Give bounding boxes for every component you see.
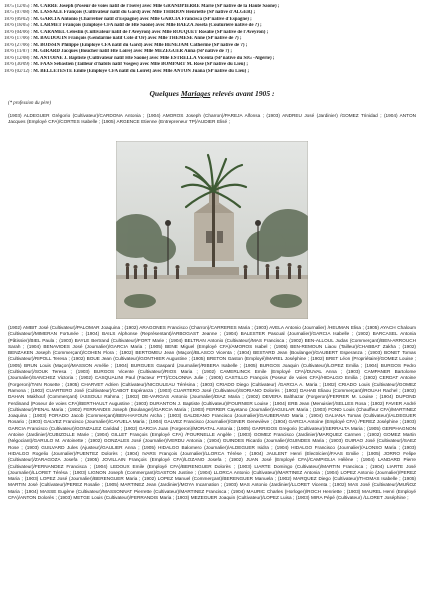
paragraph-bottom: (1902) AMBIT José (Cultivateur)/PALOMAR Joaquina ; (1902) ARAGONES Francisco (Charron)/CARRERES Maria ; (1903) AVELA Antonio (Journalier) /HEUMAN Elisa ; (1905) AYACH Chaloum (Cultivateur)/MIMERAN Fortunée ; (1904) BAILS Alphonse (Représentant)/ARBOGAST Jeanne ; (1904) BALESTER Pascual (Journalier)/GARCIA Isabelle ; (1902) BARCASEL Antonia (Pâtissier)/BIEL Paula ; (1903) BAYLE Bertrand (Cultivateur)/FORT Marie ; (1904) BELTRAN Antonio (Cultivateur)/MAS Francisca ; (1902) BEN-ALLOUL Judas (Commerçant)/BEN-ARROUCH Sarah ; (1904) BENAVIDES José (Journalier)/GARCIA Maria ; (1905) BENE Miguel (Employé CFA)/AMOROS Isabel ; (1905) BEN-REMOUN Liaou (Tailleur)/CHABBAT Zakha ; (1902) BENZAKEN Joseph (Commerçant)/COHEN Flora ; (1902) BERTOMEU Jean (Maçon)/BLASCO Vicenta ; (1904) BESTARD Jean (Boulanger)/GAUBERT Esperanza ; (1903) BONET Tomas (Cultivateur)/RIPOLL Teresa ; (1902) BOUE Jean (Cultivateur)/GONTHIER Augustine ; (1905) BRETON Gaston (Employé)/MAREL Joséphine ; (1902) BRET Léon (Propriétaire)/GOMEZ Louise ; (1905) BRUN Louis (Maçon)/MASSON Amélie ; (1904) BURGUES Gaspard (Journalier)/RIBERA Isabelle ; (1905) BURGOS Joaquin (Cultivateur)/LOPEZ Emilia ; (1904) BURGOS Pedro (Cultivateur)/SOUK Teresa ; (1903) BURGOS Vicente (Cultivateur)/RIOS Maria ; (1902) CAMERLINCK Emile (Employé CFA)/DUVAL Anna ; (1903) CAMPANER Bartolome (Journalier)/SANCHEZ Victoria ; (1902) CASQUALINI Paul (Facteur PTT)/COLONNA Julie ; (1905) CASTILLO François (Poseur de voies CFA)/HIDALGO Emilia ; (1902) CERDAT Antoine (Forgeron)/TAIN Rosette ; (1905) CHARVET Adrien (Cultivateur)/NICOULEAU Térésina ; (1903) CRIADO Diego (Cultivateur) /GARCIA A. Maria ; (1902) CRIADO Louis (Cultivateur)/GOMEZ Ramona ; (1902) CUARTERO José (Cultivateur)/CABOT Espéranza ; (1903) CUARTERO José (Cultivateur)/SORIANO Dolorès ; (1902) DAHAB Eliaou (Commerçant)/ROUAH Rachel ; (1902) DAHAN Makhouf (Commerçant) /ASSOULI Rahma ; (1902) DE-VARGAS Antonio (Journalier)/DIAZ Maria ; (1902) DEVERA Balthazar (Forgeron)/FERRER M. Louise ; (1904) DUPOND Ferdinand (Poseur de voies CFA)/BERTHAULT Augustine ; (1903) DURANTON J. Baptiste (Cultivateur)/FOURNIER Louise ; (1904) ERB Jean (Menuisier)/SELLES Rosa ; (1902) FAVIER André (Cultivateur)/FENAL Maria ; (1902) FERRANDIS Joseph (Boulanger)/GARCIA Maria ; (1903) FERRER Cayetano (Journalier)/AGUILAR Maria ; (1903) FOND Louis (Chauffeur CFA)/MARTINEZ Joaquina ; (1903) FORADO Jacob (Commerçant)/BEN-HAYOUN Aïcha ; (1903) GALDEANO Francisco (Journalier)/GAUBERANO Maria ; (1904) GALIANA Tomas (Cultivateur)/ALDEGUER Rosario ; (1903) GALVEZ Francisco (Journalier)/CAYUELA Maria ; (1904) GALVEZ Francisco (Journalier)/GINER Geneviève ; (1904) GARCIA Antoine (Employé CFA) /PEREZ Joséphine ; (1903) GARCIA Francisco (Cultivateur)/GONZALEZ Caridad ; (1902) GARCIA Juan (Forgeron)/MORATAL Antonia ; (1905) GARRIGOS Gregorio (Cultivateur)/SERRALTA Maria ; (1905) GERPHAGNON Antoine (Jardinier)/CUBIZOLLE Marie ; (1904) GILLET François (Employé CFA) /FOURNELLE Angèle ; (1903) GOMEZ Francisco (Jardinier)/MARQUEZ Carmen ; (1902) GOMEZ Martin (Négociant)/GARULO M. Antoinette ; (1902) GONZALES José (Journalier)/VERDU Antonia ; (1904) GUINDES Ricardo (Journalier)/GUINDES Maria ; (1903) GUIRAO José (Cultivateur)/SAEZ Rose ; (1903) GUILVARD Jules (Ajusteur)/GAULIER Anna ; (1905) HIDALGO Balomero (Journalier)/ALDEGUER Isidra ; (1904) HIDALGO Francisco (Journalier)/ALONSO Maria ; (1903) HIDALGO Rogelio (Journalier)/FUENTEZ Dolorès ; (1904) IVARS François (Journalier)/LLORCA Térèse ; (1904) JAULENT Henri (Electricien)/FAAS Emilie ; (1905) JORRO Felipe (Cultivateur)/ZARAGOZA Josefa ; (1905) JOVILLAIN François (Employé CFA)/LOZANO Josefa ; (1902) JUAN José (Employé CFA)/CAMPIGLIA Hélène ; (1904) LANDARD Pierre (Cultivateur)/FERNANDEZ Francisca ; (1904) LEDOUX Emile (Employé CFA)/BERENGUER Dolorès ; (1903) LIARTE Domingo (Cultivateur)/MARTIN Francisca ; (1904) LIARTE José (Journalier)/LLORET Térésa ; (1903) LIGNON Joseph (Commerçant)/GASTON Justine ; (1904) LLORCA Antonio (Cultivateur)/MARTINEZ Antonia ; (1904) LOPEZ Antonio (Journalier)/PEREZ Maria ; (1903) LOPEZ José (Journalier)/BERENGUER Maria ; (1902) LOPEZ Manuel (Commerçant)/BERENGUER Manuela ; (1902) MARQUEZ Diego (Cultivateur)/THOMAS Isabelle ; (1905) MARTIN José (Cultivateur)/PEREZ Rosalie ; (1905) MARTINEZ Jean (Jardinier)/MOYA Incarnation ; (1903) MAS Antonio (Jardinier)/LLORET Vicenta ; (1902) MAS José (Cultivateur)/MUÑOZ Maria ; (1904) MASSE Eugène (Cultivateur)/MASSONNAT Pierrette (Cultivateur)/MARTINEZ Francisca ; (1904) MAURIC Charles (Horloger)/ROCH Henriette ; (1903) MAUREL Henri (Employé CFA)/ANTON Dolorès ; (1903) METGE Louis (Cultivateur)/FERRANDIS Maria ; (1903) MEZEGUER Joaquin (Cultivateur)/LOPEZ Luisa ; (1903) MIRA Pépé (Cultivateur) /LLORET Joséphine ; — [8, 325, 416, 501]
section-title-prefix: Quelques — [149, 89, 179, 98]
marriage-line: 1876 (30/09) : M. FAAS Sébastien (Tailleur d'habits natif Vosges) avec Mlle BOMPART M. Rose (SP native du Lieu) ; — [4, 62, 248, 68]
marriage-line: 1876 (02/12) : M. BELLETESTE Emile (Employé CFA natif du Loiret) avec Mlle ANTON Juana (SP native du Lieu) ; — [4, 68, 250, 74]
paragraph-top: (1903) ALDEGUER Grégorio (Cultivateur)/CARDONA Antonia ; (1904) AMOROS Joseph (Charron)/PAREJA Alfonsa ; (1903) ANDREU José (Jardinier) /GOMEZ Trinidad ; (1904) ANTON Jacques (Employé CFA)/CORTES Isabelle ; (1905) ARGENCE Etienne (Entrepreneur TP)/AUDIER Elisé ; — [8, 113, 416, 125]
marriage-line: 1876 (11/07) : M. GIRARD Jacques (Boucher natif Hte Loire) avec Mlle MEZEGUER Anna (SP native de ?) ; — [4, 49, 232, 55]
footnote-profession: (* profession du père) — [8, 101, 51, 106]
section-title-underlined: Mariages — [180, 89, 211, 98]
historical-photo — [116, 141, 308, 319]
section-title — [0, 89, 424, 98]
section-title-suffix: relevés avant 1905 : — [212, 89, 275, 98]
marriage-line: 1876 (04/06) : M. CARAMEL Célestin (Cultivateur natif de l'Aveyron) avec Mlle ROUQUET Rosalie (SP native de l'Aveyron) ; — [4, 29, 269, 35]
marriage-list-1875-1876 — [4, 4, 420, 75]
marriage-line: 1875 (12/05) : M. CARRE Joseph (Poseur de voies natif de l'Isère) avec Mlle GRANDPIERRE Marie (SP native de la Haute Saône) ; — [4, 4, 280, 9]
village-square-photo — [116, 141, 308, 319]
marriage-line: 1876 (27/06) : M. BOISSIN Philippe (Employé CFA natif du Gard) avec Mlle BENEJAM Catherine (SP native de ?) ; — [4, 42, 248, 48]
marriage-line: 1875 (07/08) : M. LASSALE François (Cultivateur natif du Gard) avec Mlle THIRION Henriette (SP native d'ALGER) ; — [4, 10, 256, 16]
marriage-line: 1876 (17/06) : M. BAUDOUIN François (Gendarme natif Côte d'Or) avec Mlle THEMESE Anne (SP native de ?) ; — [4, 36, 242, 42]
marriage-line: 1876 (18/05) : M. LARMET François (Employé CFA natif de Hte Saône) avec Mlle BAÉZA Josefa (Couturière native de ?) ; — [4, 23, 262, 29]
marriage-line: 1876 (12/08) : M. ANTOINE J. Baptiste (Cultivateur natif Hte Saône) avec Mlle ESTRELLA Vicenta (SP native du SIG -Algérie) ; — [4, 55, 275, 61]
marriage-line: 1876 (09/02) : M. GARCIA Antonio (Charretier natif d'Espagne) avec Mlle GARCIA Francisca (SP native d'Espagne) ; — [4, 16, 252, 22]
